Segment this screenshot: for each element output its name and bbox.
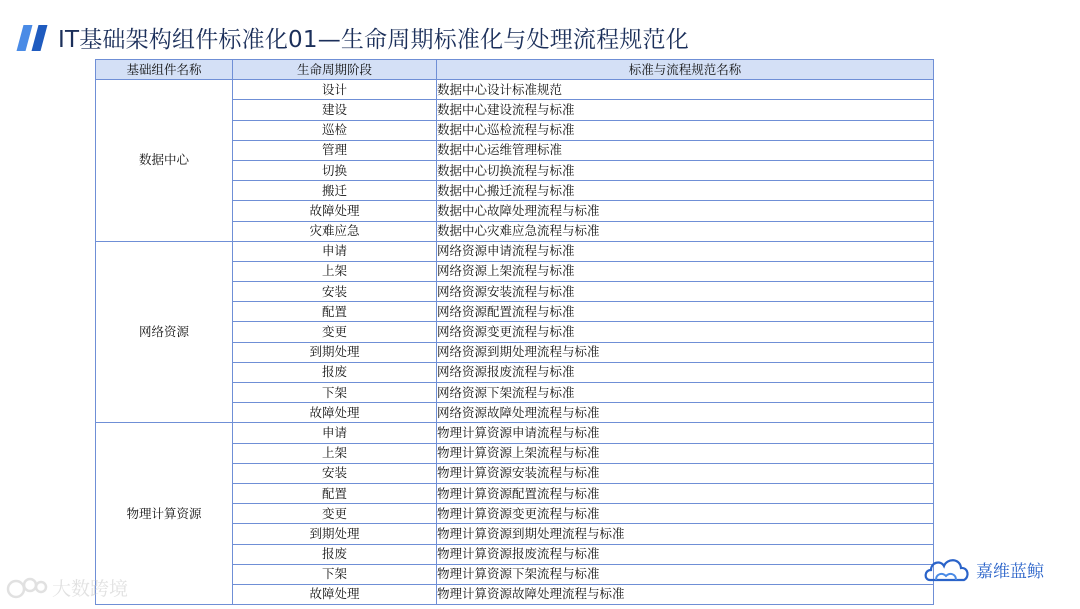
lifecycle-stage-cell: 下架 xyxy=(233,383,437,403)
lifecycle-stage-cell: 故障处理 xyxy=(233,584,437,604)
standard-name-cell: 数据中心巡检流程与标准 xyxy=(437,120,934,140)
lifecycle-stage-cell: 配置 xyxy=(233,483,437,503)
title-slash-icon xyxy=(14,23,50,51)
watermark xyxy=(6,574,128,601)
lifecycle-stage-cell: 配置 xyxy=(233,302,437,322)
standard-name-cell: 数据中心运维管理标准 xyxy=(437,140,934,160)
standard-name-cell: 网络资源报废流程与标准 xyxy=(437,362,934,382)
lifecycle-stage-cell: 巡检 xyxy=(233,120,437,140)
watermark-logo-icon xyxy=(6,575,50,601)
standard-name-cell: 物理计算资源申请流程与标准 xyxy=(437,423,934,443)
standard-name-cell: 网络资源上架流程与标准 xyxy=(437,261,934,281)
table-row xyxy=(96,80,934,100)
brand-logo-text: 嘉维蓝鲸 xyxy=(976,561,1044,582)
watermark-text: 大数跨境 xyxy=(52,578,129,600)
standard-name-cell: 物理计算资源下架流程与标准 xyxy=(437,564,934,584)
standard-name-cell: 物理计算资源变更流程与标准 xyxy=(437,504,934,524)
column-header-standard: 标准与流程规范名称 xyxy=(437,60,934,80)
lifecycle-stage-cell: 上架 xyxy=(233,261,437,281)
standard-name-cell: 物理计算资源到期处理流程与标准 xyxy=(437,524,934,544)
lifecycle-stage-cell: 变更 xyxy=(233,504,437,524)
standard-name-cell: 网络资源变更流程与标准 xyxy=(437,322,934,342)
lifecycle-stage-cell: 建设 xyxy=(233,100,437,120)
lifecycle-stage-cell: 申请 xyxy=(233,241,437,261)
lifecycle-stage-cell: 灾难应急 xyxy=(233,221,437,241)
brand-logo xyxy=(922,552,1044,586)
table-row xyxy=(96,241,934,261)
lifecycle-stage-cell: 上架 xyxy=(233,443,437,463)
lifecycle-stage-cell: 报废 xyxy=(233,362,437,382)
component-name-cell: 网络资源 xyxy=(96,241,233,423)
lifecycle-stage-cell: 故障处理 xyxy=(233,403,437,423)
component-name-cell: 物理计算资源 xyxy=(96,423,233,605)
lifecycle-stage-cell: 变更 xyxy=(233,322,437,342)
lifecycle-stage-cell: 下架 xyxy=(233,564,437,584)
standard-name-cell: 物理计算资源报废流程与标准 xyxy=(437,544,934,564)
slide-title: IT基础架构组件标准化01—生命周期标准化与处理流程规范化 xyxy=(58,26,689,53)
column-header-stage: 生命周期阶段 xyxy=(233,60,437,80)
lifecycle-stage-cell: 安装 xyxy=(233,282,437,302)
standard-name-cell: 网络资源申请流程与标准 xyxy=(437,241,934,261)
standard-name-cell: 物理计算资源故障处理流程与标准 xyxy=(437,584,934,604)
standard-name-cell: 物理计算资源上架流程与标准 xyxy=(437,443,934,463)
standard-name-cell: 数据中心灾难应急流程与标准 xyxy=(437,221,934,241)
column-header-component: 基础组件名称 xyxy=(96,60,233,80)
standard-name-cell: 物理计算资源安装流程与标准 xyxy=(437,463,934,483)
lifecycle-stage-cell: 到期处理 xyxy=(233,342,437,362)
lifecycle-stage-cell: 切换 xyxy=(233,160,437,180)
lifecycle-stage-cell: 到期处理 xyxy=(233,524,437,544)
component-name-cell: 数据中心 xyxy=(96,80,233,242)
standard-name-cell: 网络资源安装流程与标准 xyxy=(437,282,934,302)
standard-name-cell: 网络资源下架流程与标准 xyxy=(437,383,934,403)
lifecycle-stage-cell: 管理 xyxy=(233,140,437,160)
lifecycle-stage-cell: 安装 xyxy=(233,463,437,483)
standard-name-cell: 网络资源故障处理流程与标准 xyxy=(437,403,934,423)
standard-name-cell: 数据中心设计标准规范 xyxy=(437,80,934,100)
slide-title-bar xyxy=(14,20,689,54)
standard-name-cell: 网络资源配置流程与标准 xyxy=(437,302,934,322)
table-header-row xyxy=(96,60,934,80)
table-row xyxy=(96,423,934,443)
standard-name-cell: 数据中心搬迁流程与标准 xyxy=(437,181,934,201)
lifecycle-stage-cell: 申请 xyxy=(233,423,437,443)
lifecycle-stage-cell: 搬迁 xyxy=(233,181,437,201)
standards-table xyxy=(95,59,934,605)
standard-name-cell: 数据中心切换流程与标准 xyxy=(437,160,934,180)
lifecycle-stage-cell: 报废 xyxy=(233,544,437,564)
standard-name-cell: 数据中心故障处理流程与标准 xyxy=(437,201,934,221)
lifecycle-stage-cell: 设计 xyxy=(233,80,437,100)
cloud-logo-icon xyxy=(922,552,974,586)
lifecycle-stage-cell: 故障处理 xyxy=(233,201,437,221)
standard-name-cell: 数据中心建设流程与标准 xyxy=(437,100,934,120)
standard-name-cell: 物理计算资源配置流程与标准 xyxy=(437,483,934,503)
table-body xyxy=(96,80,934,605)
standard-name-cell: 网络资源到期处理流程与标准 xyxy=(437,342,934,362)
